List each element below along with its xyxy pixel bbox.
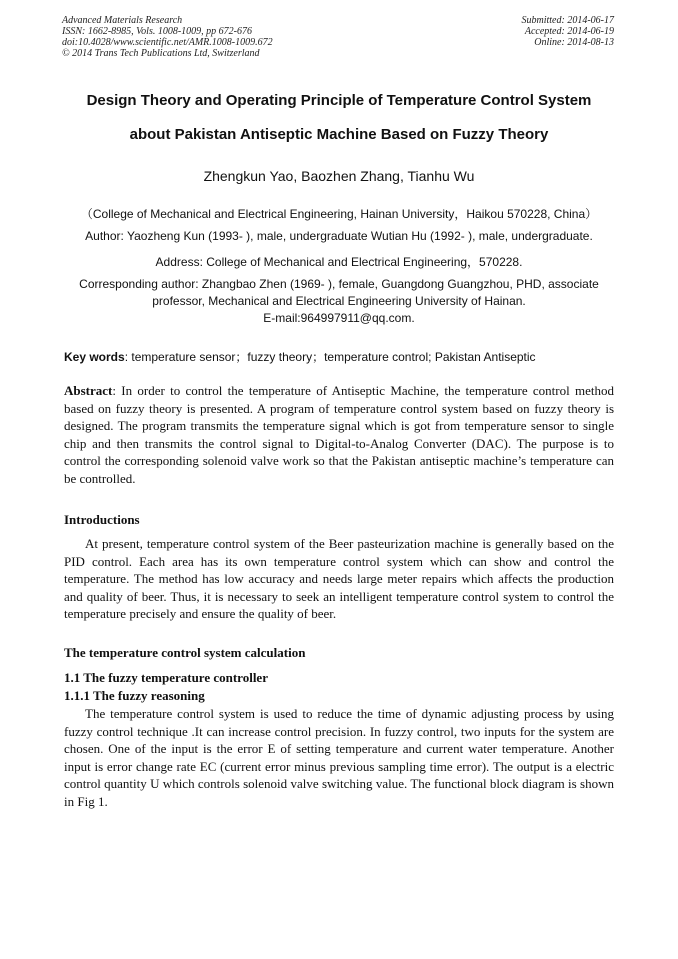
paper-title-line-1: Design Theory and Operating Principle of Temperature Control System [86,92,592,109]
keywords [64,348,536,365]
doi: doi:10.4028/www.scientific.net/AMR.1008-1009.672 [62,37,273,48]
author-list: Zhengkun Yao, Baozhen Zhang, Tianhu Wu [203,168,475,184]
journal-header-right [522,15,615,48]
abstract-label: Abstract [64,383,113,398]
issn: ISSN: 1662-8985, Vols. 1008-1009, pp 672-676 [62,26,252,37]
subsection-heading-1-1: 1.1 The fuzzy temperature controller [64,670,268,685]
author-info: Author: Yaozheng Kun (1993- ), male, undergraduate Wutian Hu (1992- ), male, undergraduate. [85,229,593,243]
journal-name: Advanced Materials Research [62,15,183,26]
fuzzy-reasoning-paragraph: The temperature control system is used to reduce the time of dynamic adjusting process by using fuzzy control technique .It can increase control precision. In fuzzy control, two inputs for the system are chosen. One of the input is the error E of setting temperature and current water temperature. Another input is error change rate EC (current error minus previous sampling time error). The output is a electric control quantity U which controls solenoid valve switching value. The functional block diagram is shown in Fig 1. [64,706,614,809]
subsection-heading-1-1-1: 1.1.1 The fuzzy reasoning [64,688,205,703]
introductions-heading: Introductions [64,512,140,527]
abstract-text: : In order to control the temperature of Antiseptic Machine, the temperature control method based on fuzzy theory is presented. A program of temperature control system based on fuzzy theory is designed. The program transmits the temperature signal which is got from temperature sensor to single chip and then transmits the control signal to Digital-to-Analog Converter (DAC). The purpose is to control the corresponding solenoid valve work so that the Pakistan antiseptic machine’s temperature can be controlled. [64,383,614,486]
address: Address: College of Mechanical and Electrical Engineering，570228. [155,255,523,269]
accepted-date: Accepted: 2014-06-19 [524,26,614,37]
keywords-text: : temperature sensor；fuzzy theory；temperature control; Pakistan Antiseptic [124,350,536,364]
keywords-label: Key words [64,350,125,364]
calculation-heading: The temperature control system calculation [64,645,306,660]
introductions-paragraph: At present, temperature control system of the Beer pasteurization machine is generally based on the PID control. Each area has its own temperature control system which can show and control the temperature. The method has low accuracy and needs large meter repairs which affects the production and quality of beer. Thus, it is necessary to seek an intelligent temperature control system to control the temperature precisely and ensure the quality of beer. [64,536,614,622]
affiliation: （College of Mechanical and Electrical Engineering, Hainan University，Haikou 570228, China） [80,207,598,221]
journal-header-left [62,15,273,59]
paper-title-line-2: about Pakistan Antiseptic Machine Based on Fuzzy Theory [129,126,549,143]
email: E-mail:964997911@qq.com. [263,311,415,325]
copyright: © 2014 Trans Tech Publications Ltd, Switzerland [62,48,260,59]
corresponding-author [58,276,620,327]
abstract [64,382,614,488]
online-date: Online: 2014-08-13 [534,37,614,48]
submitted-date: Submitted: 2014-06-17 [521,15,614,26]
corresponding-author-text: Corresponding author: Zhangbao Zhen (1969- ), female, Guangdong Guangzhou, PHD, associate professor, Mechanical and Electrical Engineering University of Hainan. [79,277,599,308]
